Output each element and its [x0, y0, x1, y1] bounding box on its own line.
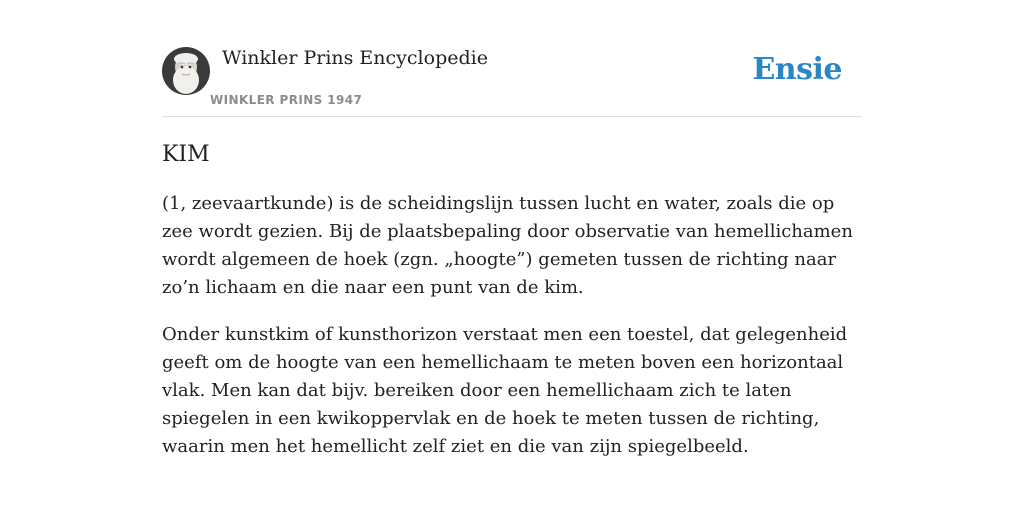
source-header — [162, 46, 862, 117]
source-avatar-icon[interactable] — [162, 47, 210, 95]
ensie-logo[interactable]: Ensie — [752, 52, 842, 87]
article — [162, 140, 862, 480]
article-title: KIM — [162, 142, 210, 167]
source-edition: WINKLER PRINS 1947 — [210, 93, 363, 107]
source-title[interactable]: Winkler Prins Encyclopedie — [222, 47, 488, 69]
article-paragraph: Onder kunstkim of kunsthorizon verstaat men een toestel, dat gelegenheid geeft om de hoogte van een hemellichaam te meten boven een horizontaal vlak. Men kan dat bijv. bereiken door een hemellichaam zich te laten spiegelen in een kwikoppervlak en de hoek te meten tussen de richting, waarin men het hemellicht zelf ziet en die van zijn spiegelbeeld. — [162, 324, 848, 457]
article-paragraph: (1, zeevaartkunde) is de scheidingslijn tussen lucht en water, zoals die op zee wordt gezien. Bij de plaatsbepaling door observatie van hemellichamen wordt algemeen de hoek (zgn. „hoogte”) gemeten tussen de richting naar zo’n lichaam en die naar een punt van de kim. — [162, 193, 853, 298]
